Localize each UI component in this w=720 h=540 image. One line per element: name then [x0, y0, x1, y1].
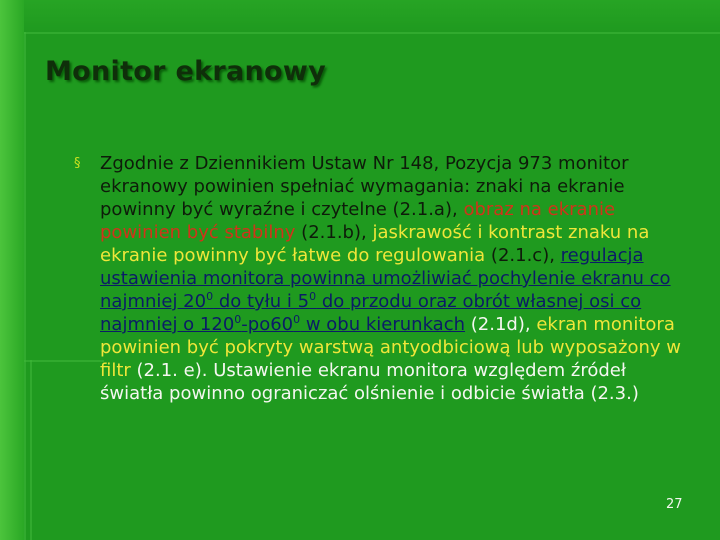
degree-sup: 0 [309, 290, 317, 303]
tilt-text-d: -po60 [241, 314, 294, 335]
requirement-light-position: Ustawienie ekranu monitora względem źródeł światła powinno ograniczać olśnienie i odbicie światła (2.3.) [100, 360, 639, 404]
requirement-stability: obraz na ekranie powinien być stabilny [100, 199, 616, 243]
requirement-contrast-ref: (2.1.c), [490, 245, 555, 266]
background-top-band [24, 0, 720, 32]
degree-sup: 0 [293, 313, 301, 326]
slide-body [72, 152, 692, 405]
background-left-stripe [0, 0, 24, 540]
requirement-legibility: znaki na ekranie powinny być wyraźne i czytelne (2.1.a), [100, 176, 625, 220]
intro-text: Zgodnie z Dziennikiem Ustaw Nr 148, Pozycja 973 monitor ekranowy powinien spełniać wymagania: [100, 153, 629, 197]
tilt-text-c: do przodu oraz obrót własnej osi co najmniej o 120 [100, 291, 642, 335]
requirement-contrast: jaskrawość i kontrast znaku na ekranie powinny być łatwe do regulowania [100, 222, 650, 266]
slide-title: Monitor ekranowy [45, 56, 326, 87]
degree-sup: 0 [234, 313, 242, 326]
body-paragraph [100, 152, 692, 405]
background-vertical-line [24, 32, 26, 540]
requirement-tilt-ref: (2.1d), [470, 314, 531, 335]
requirement-antiglare: ekran monitora powinien być pokryty warstwą antyodbiciową lub wyposażony w filtr [100, 314, 682, 381]
tilt-text-a: regulacja ustawienia monitora powinna umożliwiać pochylenie ekranu co najmniej 20 [100, 245, 671, 312]
background-horizontal-line [24, 32, 720, 34]
requirement-stability-ref: (2.1.b), [301, 222, 367, 243]
background-vertical-line [30, 360, 32, 540]
degree-sup: 0 [206, 290, 214, 303]
tilt-text-e: w obu kierunkach [300, 314, 466, 335]
requirement-antiglare-ref: (2.1. e). [136, 360, 208, 381]
bullet-icon: § [74, 156, 81, 171]
page-number: 27 [666, 497, 683, 512]
tilt-text-b: do tyłu i 5 [213, 291, 310, 312]
